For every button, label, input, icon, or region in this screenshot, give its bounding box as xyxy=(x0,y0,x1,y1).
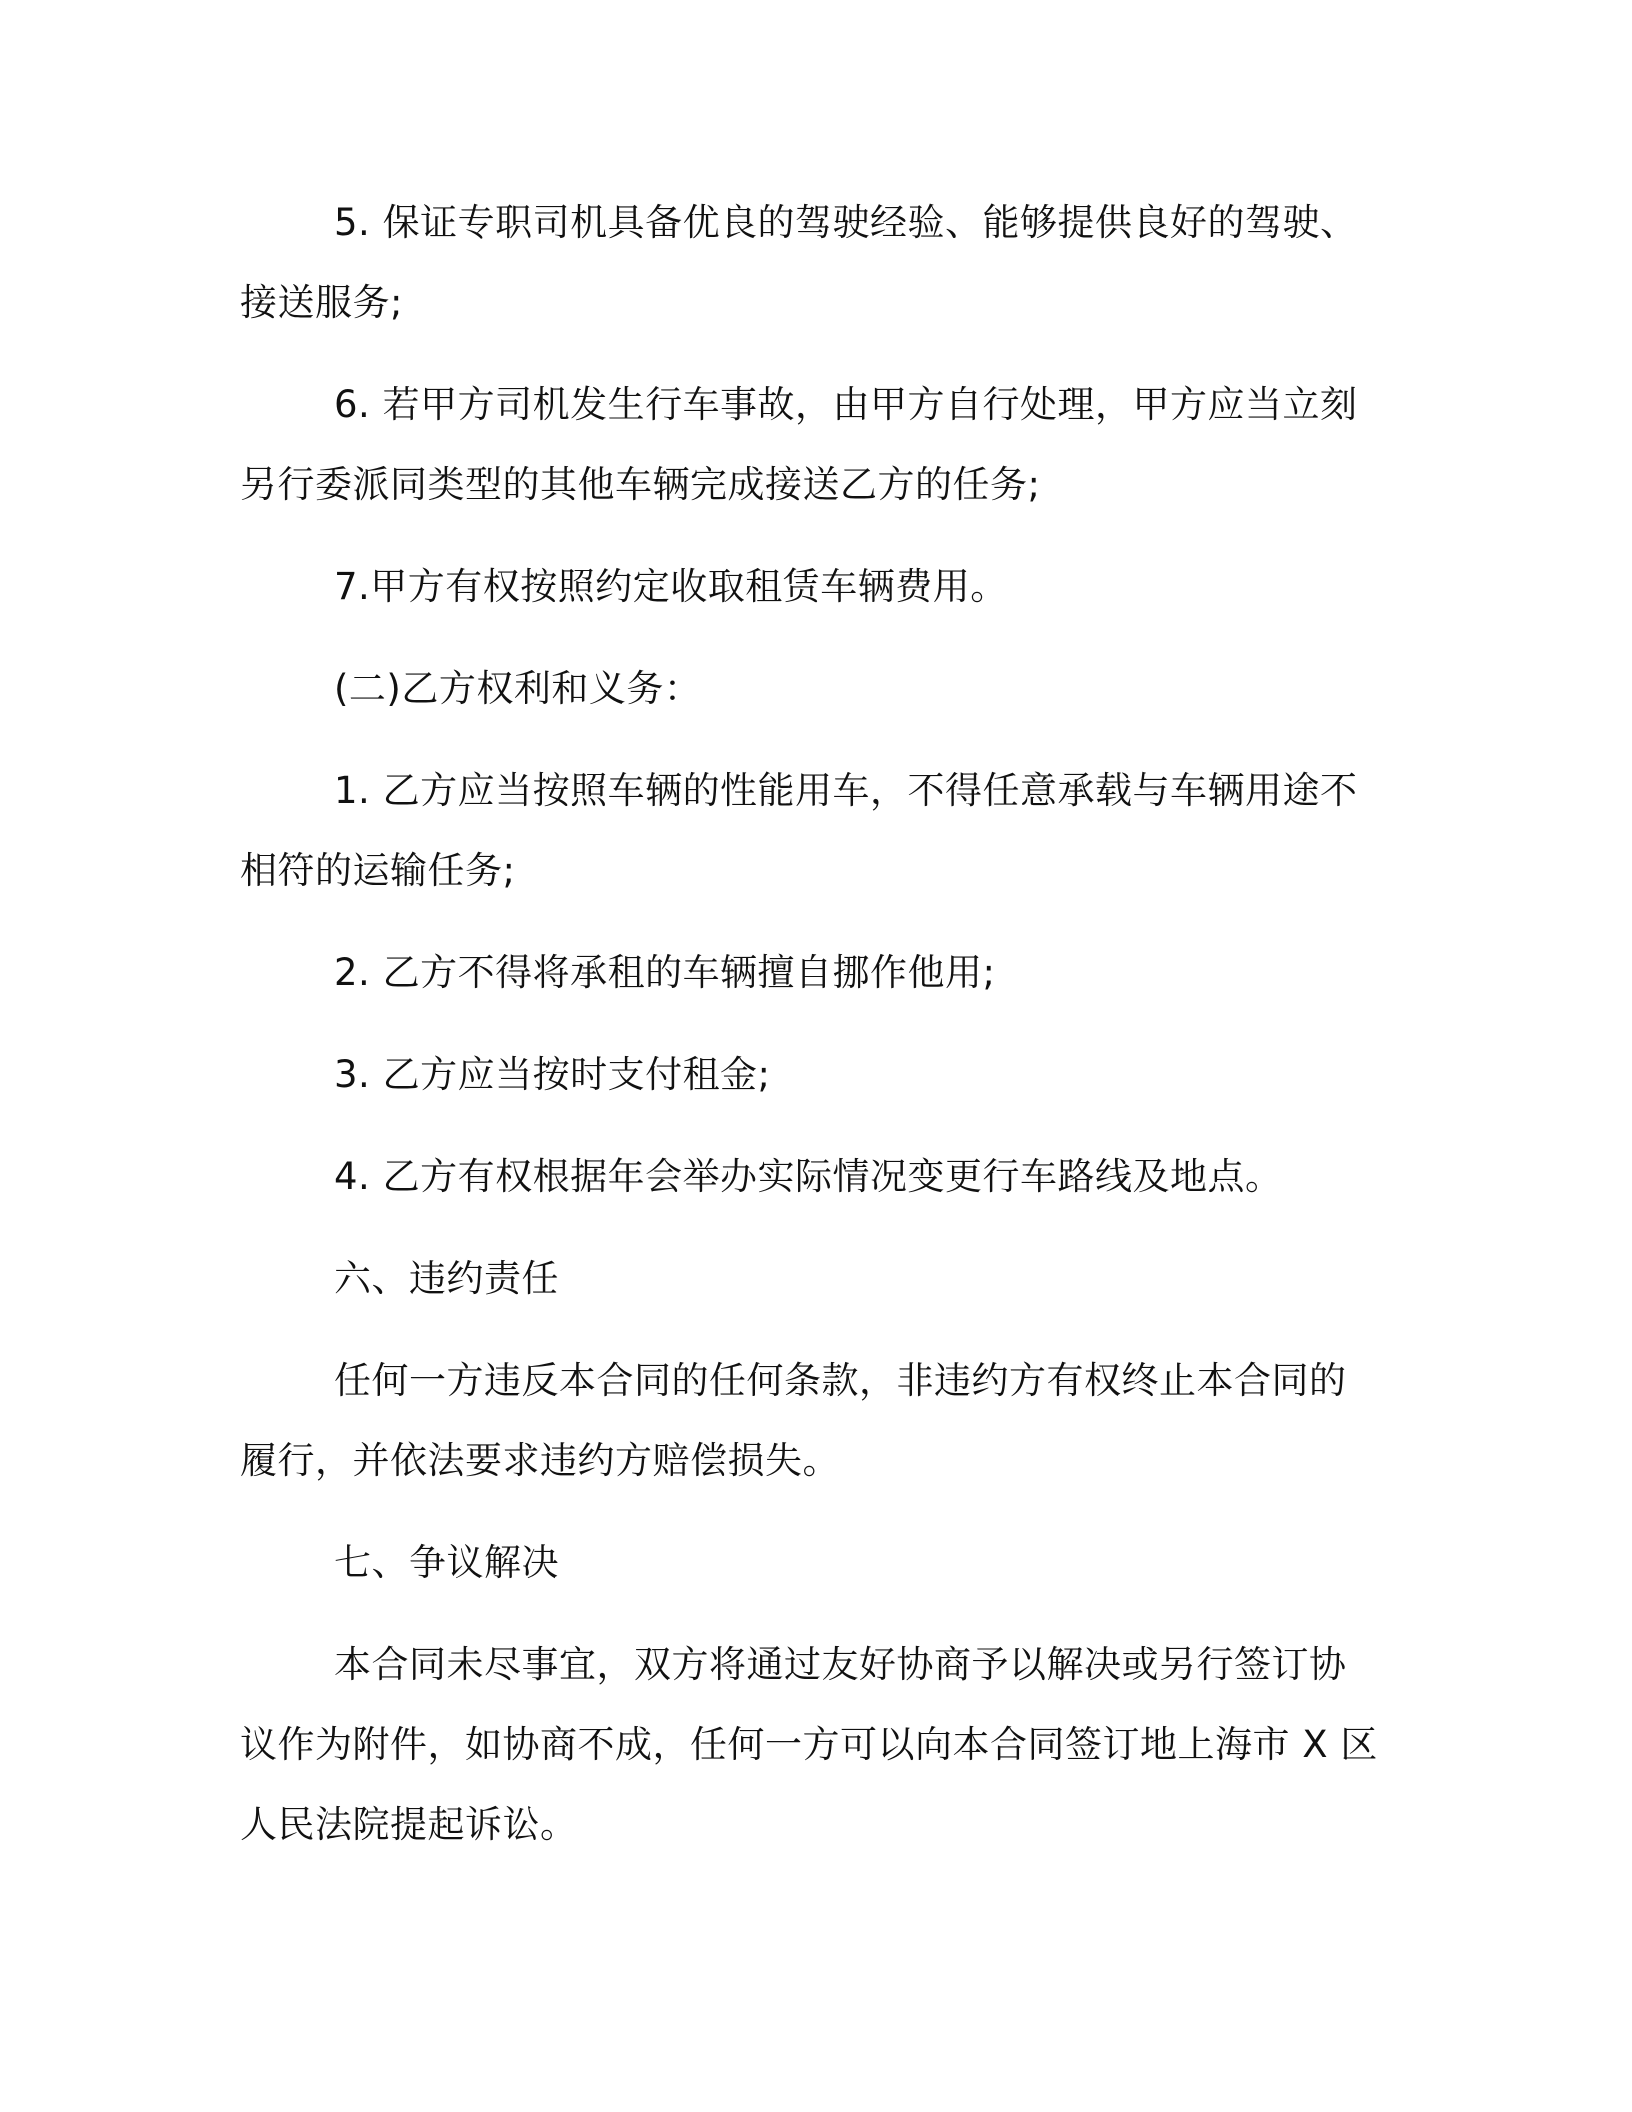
clause-b2-no-misuse: 2. 乙方不得将承租的车辆擅自挪作他用; xyxy=(334,951,996,994)
clause-7-rental-fee: 7.甲方有权按照约定收取租赁车辆费用。 xyxy=(334,565,1008,608)
section-party-b-rights-heading: (二)乙方权利和义务： xyxy=(334,667,702,710)
section-dispute-resolution-heading: 七、争议解决 xyxy=(334,1541,559,1584)
dispute-resolution-text: 本合同未尽事宜，双方将通过友好协商予以解决或另行签订协议作为附件，如协商不成，任何一方可以向本合同签订地上海市 X 区人民法院提起诉讼。 xyxy=(240,1643,1378,1846)
clause-6-accident-handling: 6. 若甲方司机发生行车事故，由甲方自行处理，甲方应当立刻另行委派同类型的其他车辆完成接送乙方的任务; xyxy=(240,383,1358,506)
clause-b1-vehicle-usage: 1. 乙方应当按照车辆的性能用车，不得任意承载与车辆用途不相符的运输任务; xyxy=(240,769,1358,892)
clause-5-driver-experience: 5. 保证专职司机具备优良的驾驶经验、能够提供良好的驾驶、接送服务; xyxy=(240,201,1358,324)
section-breach-liability-heading: 六、违约责任 xyxy=(334,1257,559,1300)
document-body xyxy=(240,183,1380,1887)
breach-liability-text: 任何一方违反本合同的任何条款，非违约方有权终止本合同的履行，并依法要求违约方赔偿损失。 xyxy=(240,1359,1347,1482)
clause-b3-pay-rent: 3. 乙方应当按时支付租金; xyxy=(334,1053,771,1096)
clause-b4-change-route: 4. 乙方有权根据年会举办实际情况变更行车路线及地点。 xyxy=(334,1155,1283,1198)
